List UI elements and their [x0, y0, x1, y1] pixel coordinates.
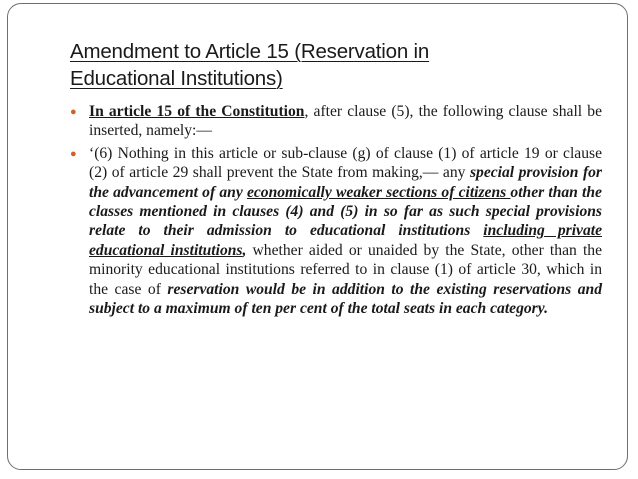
bullet-list — [70, 102, 602, 321]
bullet-2-comma: , — [242, 241, 247, 259]
bullet-2-private-institutions: including private educational institutions — [89, 222, 602, 259]
circle-bullet-icon: ● — [70, 106, 77, 118]
bullet-2-intro: ‘(6) Nothing in this article or sub-clause (g) of clause (1) of article 19 or clause (2) of article 29 shall prevent the State from making,— any — [89, 144, 602, 182]
circle-bullet-icon: ● — [70, 147, 77, 160]
slide-title — [70, 38, 590, 92]
bullet-2-ews: economically weaker sections of citizens — [246, 183, 511, 201]
bullet-2-reservation: reservation would be in addition to the existing reservations and subject to a maximum of ten per cent of the total seats in each category. — [89, 280, 602, 318]
bullet-item-1 — [70, 102, 602, 141]
title-line-1: Amendment to Article 15 (Reservation in — [70, 40, 430, 63]
bullet-2-aided: whether aided or unaided by the State, other than the minority educational institutions referred to in clause (1) of article 30, which in the case of — [89, 241, 602, 298]
bullet-item-2 — [70, 144, 602, 319]
title-line-2: Educational Institutions) — [70, 67, 283, 90]
bullet-1-rest: , after clause (5), the following clause shall be inserted, namely:— — [89, 103, 602, 140]
bullet-2-special-provision: special provision for the advancement of any — [89, 164, 603, 201]
bullet-1-lead: In article 15 of the Constitution — [89, 103, 305, 120]
bullet-2-classes: other than the classes mentioned in clauses (4) and (5) in so far as such special provisions relate to their admission to educational institutions — [89, 183, 602, 240]
